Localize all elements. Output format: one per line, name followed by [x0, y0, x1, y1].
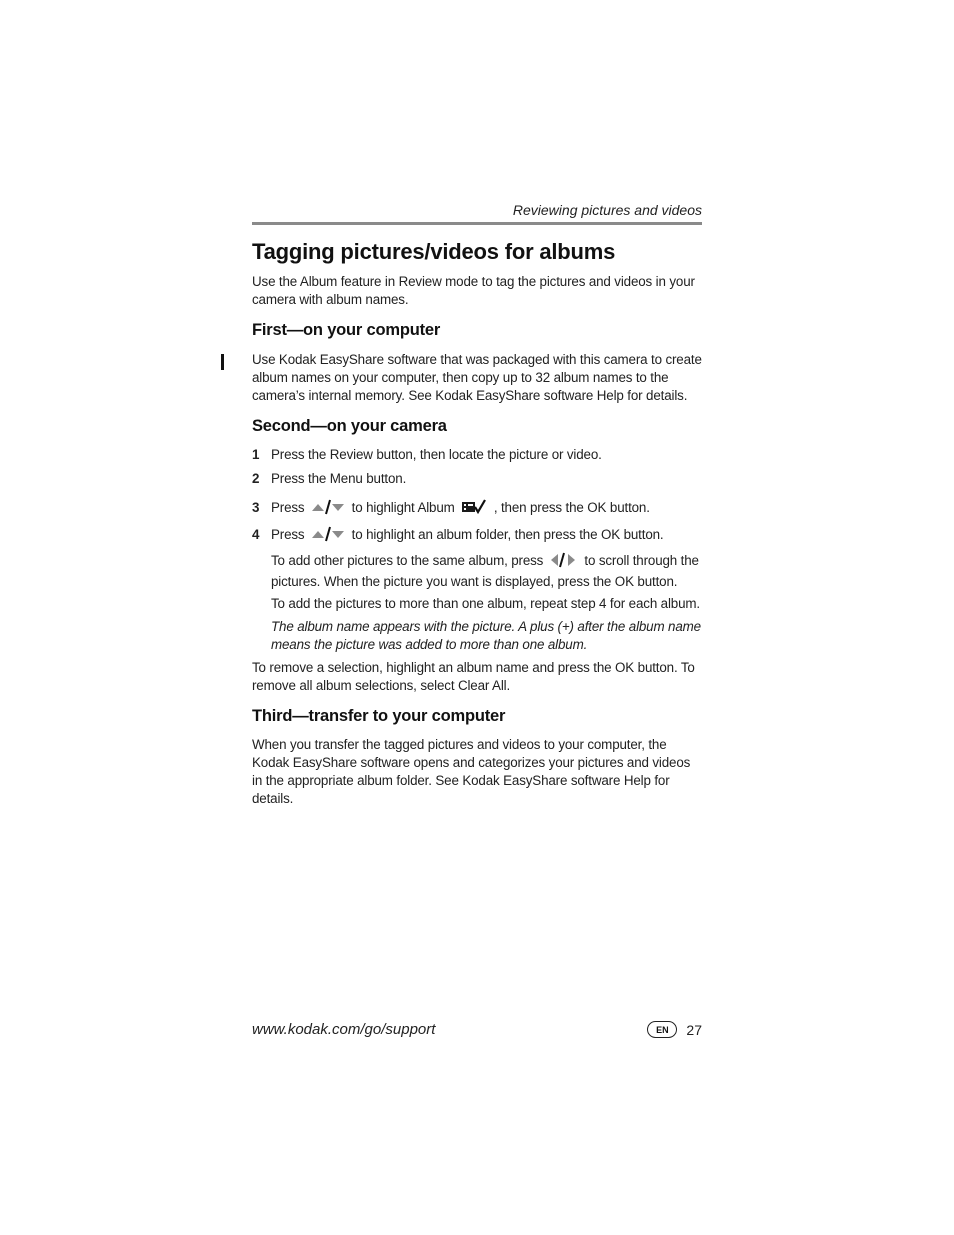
step-text-pre: Press — [271, 500, 305, 515]
left-right-arrows-icon — [550, 552, 578, 573]
change-bar — [221, 354, 224, 370]
step-text: Press the Review button, then locate the picture or video. — [271, 447, 602, 462]
page-number: 27 — [686, 1021, 702, 1038]
support-url: www.kodak.com/go/support — [252, 1021, 436, 1038]
running-head: Reviewing pictures and videos — [512, 202, 702, 218]
up-down-arrows-icon — [311, 499, 345, 520]
step-text-pre: Press — [271, 527, 305, 542]
step-text-post: to highlight an album folder, then press the OK button. — [351, 527, 664, 542]
step-text — [271, 526, 663, 547]
album-note: The album name appears with the picture. A plus (+) after the album name means the picture was added to more than one album. — [271, 619, 701, 652]
remove-selection-paragraph: To remove a selection, highlight an album name and press the OK button. To remove all album selections, select Clear All. — [252, 660, 695, 693]
section1-heading: First—on your computer — [252, 321, 441, 339]
section3-body: When you transfer the tagged pictures and videos to your computer, the Kodak EasyShare software opens and categorizes your pictures and videos in the appropriate album folder. See Kodak EasyShare software Help for details. — [252, 737, 691, 806]
step-text-mid: to highlight Album — [351, 500, 455, 515]
step-number: 4 — [252, 527, 260, 542]
language-badge: EN — [647, 1021, 677, 1038]
tip-same-album — [271, 552, 702, 591]
footer-page-info — [647, 1021, 702, 1038]
intro-paragraph: Use the Album feature in Review mode to tag the pictures and videos in your camera with album names. — [252, 274, 695, 307]
tip-multiple-albums: To add the pictures to more than one album, repeat step 4 for each album. — [271, 596, 700, 611]
step-number: 2 — [252, 471, 260, 486]
manual-page — [252, 0, 702, 1235]
up-down-arrows-icon — [311, 526, 345, 547]
section2-heading: Second—on your camera — [252, 417, 447, 435]
section3-heading: Third—transfer to your computer — [252, 707, 506, 725]
header-rule — [252, 222, 702, 225]
step-text-post: , then press the OK button. — [493, 500, 650, 515]
tip-text-pre: To add other pictures to the same album, press — [271, 553, 544, 568]
section1-body: Use Kodak EasyShare software that was packaged with this camera to create album names on your computer, then copy up to 32 album names to the camera’s internal memory. See Kodak EasyShare software Help for details. — [252, 352, 702, 403]
step-text: Press the Menu button. — [271, 471, 407, 486]
tip-text-post: to scroll through the pictures. When the picture you want is displayed, press the OK button. — [271, 553, 699, 589]
step-text — [271, 499, 650, 520]
page-title: Tagging pictures/videos for albums — [252, 239, 616, 264]
step-number: 3 — [252, 500, 260, 515]
album-tag-icon — [461, 499, 487, 520]
step-number: 1 — [252, 447, 260, 462]
